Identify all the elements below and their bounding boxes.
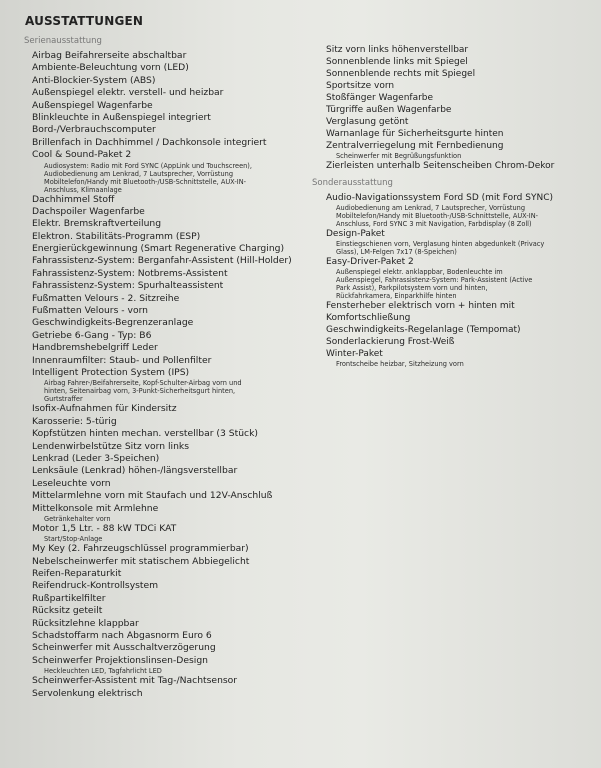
- detail-line: Audiosystem: Radio mit Ford SYNC (AppLink und Touchscreen),: [44, 161, 252, 170]
- detail-line: Rückfahrkamera, Einparkhilfe hinten: [336, 292, 457, 300]
- list-item: Sonderlackierung Frost-Weiß: [326, 337, 455, 347]
- list-item: Türgriffe außen Wagenfarbe: [326, 105, 452, 115]
- list-item: Innenraumfilter: Staub- und Pollenfilter: [32, 354, 212, 366]
- list-item: Mittelkonsole mit Armlehne: [32, 502, 159, 514]
- list-item: Nebelscheinwerfer mit statischem Abbiegelicht: [32, 555, 250, 567]
- list-item-detail: [336, 204, 594, 228]
- detail-line: Außenspiegel, Fahrassistenz-System: Park-Assistent (Active: [336, 276, 533, 284]
- detail-line: Park Assist), Parkpilotsystem vorn und hinten,: [336, 284, 488, 292]
- list-item: Intelligent Protection System (IPS): [32, 366, 190, 378]
- detail-line: hinten, Seitenairbag vorn, 3-Punkt-Sicherheitsgurt hinten,: [44, 387, 236, 396]
- list-item: Schadstoffarm nach Abgasnorm Euro 6: [32, 630, 212, 642]
- detail-line: Frontscheibe heizbar, Sitzheizung vorn: [336, 360, 464, 368]
- list-item: Fahrassistenz-System: Berganfahr-Assistent (Hill-Holder): [32, 255, 292, 267]
- list-item: Dachhimmel Stoff: [32, 193, 115, 205]
- list-item: Fußmatten Velours - vorn: [32, 305, 149, 317]
- list-item: Winter-Paket: [326, 349, 383, 359]
- list-item: Sportsitze vorn: [326, 81, 395, 91]
- list-item-detail: [44, 162, 310, 194]
- list-item: Elektr. Bremskraftverteilung: [32, 218, 162, 230]
- list-item: Rußpartikelfilter: [32, 592, 106, 604]
- left-column: [18, 36, 310, 700]
- detail-line: Getränkehalter vorn: [44, 514, 111, 523]
- detail-line: Anschluss, Klimaanlage: [44, 185, 122, 194]
- list-item: Außenspiegel elektr. verstell- und heizbar: [32, 87, 224, 99]
- list-item: Scheinwerfer Projektionslinsen-Design: [32, 654, 208, 666]
- list-item-detail: [336, 240, 594, 256]
- list-item: Geschwindigkeits-Begrenzeranlage: [32, 317, 194, 329]
- list-item: Zierleisten unterhalb Seitenscheiben Chrom-Dekor: [326, 161, 555, 171]
- list-item: Fensterheber elektrisch vorn + hinten mit: [326, 301, 515, 311]
- list-item: Außenspiegel Wagenfarbe: [32, 99, 153, 111]
- detail-line: Anschluss, Ford SYNC 3 mit Navigation, Farbdisplay (8 Zoll): [336, 220, 532, 228]
- detail-line: Audiobedienung am Lenkrad, 7 Lautsprecher, Vorrüstung: [44, 169, 234, 178]
- section-heading-sonderausstattung: Sonderausstattung: [312, 178, 393, 188]
- list-item: Leseleuchte vorn: [32, 477, 111, 489]
- list-item: Kopfstützen hinten mechan. verstellbar (3 Stück): [32, 428, 258, 440]
- list-item: Sonnenblende rechts mit Spiegel: [326, 69, 476, 79]
- right-column: [312, 44, 594, 368]
- detail-line: Außenspiegel elektr. anklappbar, Bodenleuchte im: [336, 268, 503, 276]
- list-item: Cool & Sound-Paket 2: [32, 149, 132, 161]
- list-item: Energierückgewinnung (Smart Regenerative Charging): [32, 243, 285, 255]
- list-item: Lenksäule (Lenkrad) höhen-/längsverstellbar: [32, 465, 238, 477]
- list-item: Lendenwirbelstütze Sitz vorn links: [32, 440, 190, 452]
- list-item: Lenkrad (Leder 3-Speichen): [32, 452, 160, 464]
- detail-line: Start/Stop-Anlage: [44, 535, 103, 544]
- list-item: Komfortschließung: [326, 313, 411, 323]
- detail-line: Audiobedienung am Lenkrad, 7 Lautsprecher, Vorrüstung: [336, 204, 526, 212]
- list-item: Motor 1,5 Ltr. - 88 kW TDCi KAT: [32, 522, 177, 534]
- equipment-list-standard-continued: [312, 44, 594, 172]
- list-item: Elektron. Stabilitäts-Programm (ESP): [32, 230, 201, 242]
- equipment-list-standard: [18, 50, 310, 700]
- list-item-detail: [44, 379, 310, 403]
- detail-line: Mobiltelefon/Handy mit Bluetooth-/USB-Schnittstelle, AUX-IN-: [44, 177, 247, 186]
- list-item: Scheinwerfer mit Ausschaltverzögerung: [32, 642, 216, 654]
- list-item: Anti-Blockier-System (ABS): [32, 74, 156, 86]
- list-item: Isofix-Aufnahmen für Kindersitz: [32, 403, 177, 415]
- list-item: Zentralverriegelung mit Fernbedienung: [326, 141, 504, 151]
- page-title: AUSSTATTUNGEN: [25, 14, 144, 28]
- list-item: Rücksitzlehne klappbar: [32, 617, 139, 629]
- list-item: Scheinwerfer-Assistent mit Tag-/Nachtsensor: [32, 675, 238, 687]
- detail-line: Heckleuchten LED, Tagfahrlicht LED: [44, 667, 162, 676]
- list-item-detail: [44, 667, 310, 675]
- detail-line: Einstiegschienen vorn, Verglasung hinten abgedunkelt (Privacy: [336, 240, 545, 248]
- list-item: Airbag Beifahrerseite abschaltbar: [32, 50, 187, 61]
- detail-line: Mobiltelefon/Handy mit Bluetooth-/USB-Schnittstelle, AUX-IN-: [336, 212, 539, 220]
- detail-line: Scheinwerfer mit Begrüßungsfunktion: [336, 152, 462, 160]
- list-item: Servolenkung elektrisch: [32, 687, 143, 699]
- list-item-detail: [44, 515, 310, 523]
- list-item: Design-Paket: [326, 229, 385, 239]
- list-item: Ambiente-Beleuchtung vorn (LED): [32, 62, 189, 74]
- list-item-detail: [336, 360, 594, 368]
- list-item: Verglasung getönt: [326, 117, 409, 127]
- list-item: Dachspoiler Wagenfarbe: [32, 205, 145, 217]
- list-item: Handbremshebelgriff Leder: [32, 342, 158, 354]
- list-item: Geschwindigkeits-Regelanlage (Tempomat): [326, 325, 521, 335]
- equipment-list-optional: [312, 192, 594, 368]
- section-heading-serienausstattung: Serienausstattung: [24, 36, 102, 46]
- list-item: Rücksitz geteilt: [32, 605, 103, 617]
- list-item: Fahrassistenz-System: Notbrems-Assistent: [32, 267, 228, 279]
- list-item: Fahrassistenz-System: Spurhalteassistent: [32, 280, 224, 292]
- list-item: Reifendruck-Kontrollsystem: [32, 580, 159, 592]
- list-item: Sonnenblende links mit Spiegel: [326, 57, 468, 67]
- list-item-detail: [336, 268, 594, 300]
- list-item: Fußmatten Velours - 2. Sitzreihe: [32, 292, 180, 304]
- list-item: Warnanlage für Sicherheitsgurte hinten: [326, 129, 504, 139]
- list-item: Audio-Navigationssystem Ford SD (mit Ford SYNC): [326, 193, 553, 203]
- list-item: Stoßfänger Wagenfarbe: [326, 93, 434, 103]
- list-item: Sitz vorn links höhenverstellbar: [326, 45, 469, 55]
- list-item: Karosserie: 5-türig: [32, 415, 117, 427]
- list-item-detail: [336, 152, 594, 160]
- detail-line: Glass), LM-Felgen 7x17 (8-Speichen): [336, 248, 457, 256]
- list-item: Getriebe 6-Gang - Typ: B6: [32, 329, 152, 341]
- list-item: Mittelarmlehne vorn mit Staufach und 12V-Anschluß: [32, 490, 273, 502]
- list-item: My Key (2. Fahrzeugschlüssel programmierbar): [32, 543, 249, 555]
- list-item-detail: [44, 535, 310, 543]
- detail-line: Gurtstraffer: [44, 395, 83, 404]
- list-item: Bord-/Verbrauchscomputer: [32, 124, 156, 136]
- detail-line: Airbag Fahrer-/Beifahrerseite, Kopf-Schulter-Airbag vorn und: [44, 379, 242, 388]
- list-item: Blinkleuchte in Außenspiegel integriert: [32, 111, 211, 123]
- list-item: Reifen-Reparaturkit: [32, 568, 122, 580]
- list-item: Easy-Driver-Paket 2: [326, 257, 414, 267]
- list-item: Brillenfach in Dachhimmel / Dachkonsole integriert: [32, 136, 267, 148]
